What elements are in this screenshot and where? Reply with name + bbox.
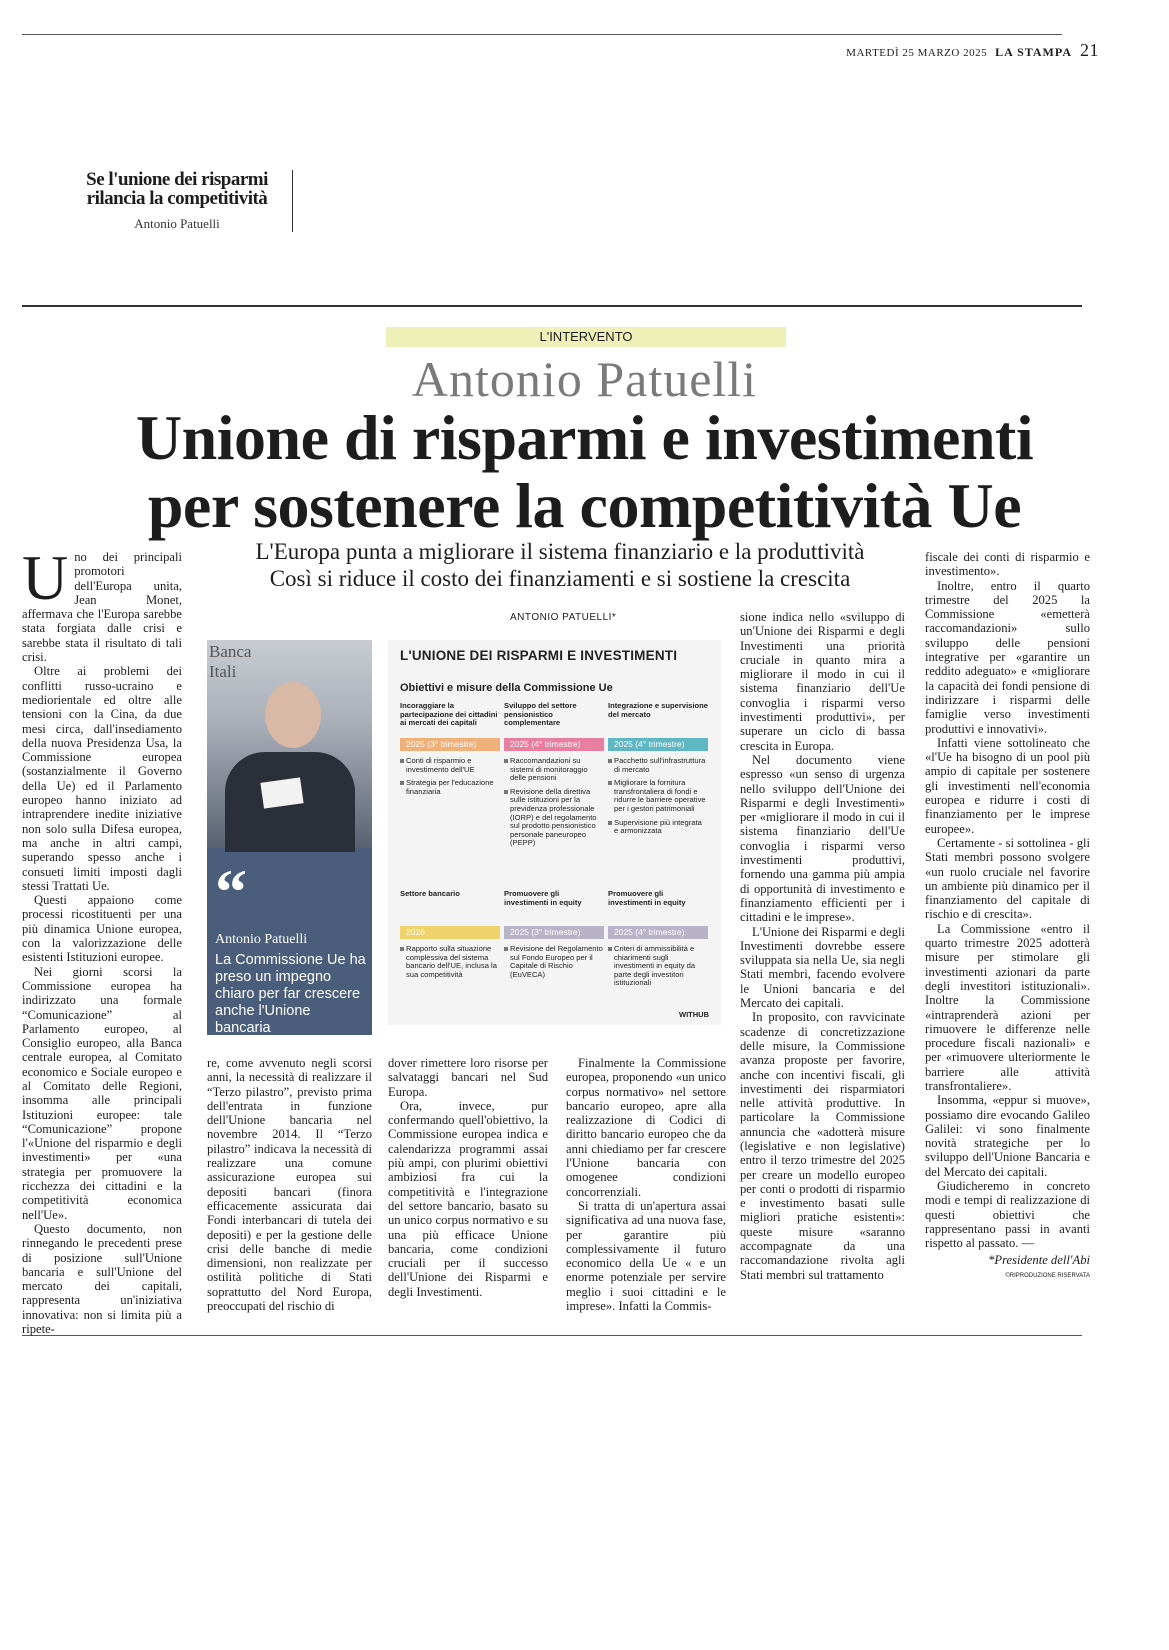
block-heading: Incoraggiare la partecipazione dei cittadini ai mercati dei capitali [400, 701, 498, 728]
photo-with-quote [207, 640, 372, 1035]
paragraph: sione indica nello «sviluppo di un'Unione dei Risparmi e degli Investimenti una priorità cruciale in quanto mira a migliorare il modo in cui il sistema finanziario dell'Ue convoglia i risparmi verso investimenti produttivi», per superare un ciclo di bassa crescita in Europa. [740, 610, 905, 753]
block-timeline-tag: 2025 (3° trimestre) [504, 926, 604, 939]
block-item: Conti di risparmio e investimento dell'UE [400, 757, 500, 774]
text-column-3 [388, 1056, 548, 1299]
paragraph: re, come avvenuto negli scorsi anni, la necessità di realizzare il “Terzo pilastro”, previsto prima dell'entrata in funzione dell'Unione bancaria nel novembre 2014. Il “Terzo pilastro” indicava la necessità di realizzare una comune assicurazione europea sui depositi bancari (finora efficacemente assicurata dai Fondi interbancari di tutela dei depositi) e per la gestione delle crisi delle banche di medie dimensioni, non realizzate per ostilità politiche di Stati soprattutto del Nord Europa, preoccupati del rischio di [207, 1056, 372, 1314]
block-item: Rapporto sulla situazione complessiva del sistema bancario dell'UE, inclusa la sua competitività [400, 945, 500, 979]
photo-background-text: Banca Itali [209, 642, 252, 681]
paragraph: Ora, invece, pur confermando quell'obiettivo, la Commissione europea indica e calendarizza programmi assai più ampi, con plurimi obiettivi ambiziosi fra cui la competitività e l'integrazione del settore bancario, basato su un unico corpus normativo e su una più efficace Unione bancaria, come condizioni cruciali per il successo dell'Unione dei Risparmi e degli Investimenti. [388, 1098, 548, 1299]
teaser-title-line2: rilancia la competitività [86, 188, 268, 209]
quote-text: La Commissione Ue ha preso un impegno chiaro per far crescere anche l'Unione bancaria [215, 952, 366, 1035]
block-item: Raccomandazioni su sistemi di monitoraggio delle pensioni [504, 757, 604, 783]
infographic [388, 640, 721, 1025]
paragraph: L'Unione dei Risparmi e degli Investimenti dovrebbe essere sviluppata sia nella Ue, sia negli Stati membri, facendo evolvere le Unioni bancaria e del Mercato dei capitali. [740, 924, 905, 1011]
drop-cap: U [22, 542, 69, 613]
paragraph: Inoltre, entro il quarto trimestre del 2025 la Commissione «emetterà raccomandazioni» sullo sviluppo delle pensioni integrative per «garantire un reddito adeguato» e «migliorare la capacità dei fondi pensione di indirizzare i risparmi delle famiglie verso investimenti produttivi e innovativi». [925, 578, 1090, 736]
section-rule [22, 305, 1082, 307]
teaser-box [72, 170, 293, 232]
block-item: Criteri di ammissibilità e chiarimenti sugli investimenti in equity da parte degli investitori istituzionali [608, 945, 708, 988]
block-item: Revisione del Regolamento sul Fondo Europeo per il Capitale di Rischio (EuVECA) [504, 945, 604, 979]
block-heading: Integrazione e supervisione del mercato [608, 701, 709, 719]
block-timeline-tag: 2026 [400, 926, 500, 939]
paragraph: Certamente - si sottolinea - gli Stati membri possono svolgere «un ruolo cruciale nel favorire un ambiente più dinamico per il finanziamento del capitale di rischio e di crescita». [925, 835, 1090, 922]
quote-author: Antonio Patuelli [215, 932, 308, 947]
masthead: LA STAMPA [995, 45, 1072, 59]
paragraph: Giudicheremo in concreto modi e tempi di realizzazione di questi obiettivi che rappresentano passi in avanti rispetto al passato. — [925, 1179, 1090, 1251]
teaser-author: Antonio Patuelli [134, 216, 220, 231]
block-heading: Sviluppo del settore pensionistico complementare [504, 701, 577, 728]
block-item: Pacchetto sull'infrastruttura di mercato [608, 757, 708, 774]
block-timeline-tag: 2025 (4° trimestre) [608, 738, 708, 751]
block-heading: Promuovere gli investimenti in equity [504, 889, 582, 907]
page-number: 21 [1080, 40, 1099, 60]
paragraph: Insomma, «eppur si muove», possiamo dire evocando Galileo Galilei: vi sono finalmente novità strategiche per lo sviluppo dell'Unione Bancaria e del Mercato dei capitali. [925, 1093, 1090, 1179]
text-column-5 [740, 610, 905, 1282]
teaser-title-line1: Se l'unione dei risparmi [86, 169, 268, 190]
paragraph: dover rimettere loro risorse per salvataggi bancari nel Sud Europa. [388, 1056, 548, 1099]
block-item: Migliorare la fornitura transfrontaliera di fondi e ridurre le barriere operative per i gestori patrimoniali [608, 779, 708, 813]
headline-line1: Unione di risparmi e investimenti [135, 402, 1034, 473]
block-item: Strategia per l'educazione finanziaria [400, 779, 500, 796]
text-column-1 [22, 542, 182, 1337]
infographic-block [400, 890, 500, 984]
paragraph: Uno dei principali promotori dell'Europa unita, Jean Monet, affermava che l'Europa sarebbe stata forgiata dalle crisi e sarebbe stata il risultato di tali crisi. [22, 542, 182, 665]
paragraph: Questi appaiono come processi ricostituenti per una più dinamica Unione europea, con la valorizzazione delle esistenti Istituzioni europee. [22, 893, 182, 965]
infographic-credit: WITHUB [679, 1010, 709, 1019]
paragraph: La Commissione «entro il quarto trimestre 2025 adotterà misure per stimolare gli investimenti azionari da parte degli investitori istituzionali». Inoltre la Commissione «intraprenderà azioni per rimuovere le differenze nelle procedure fiscali nazionali» e per «rimuovere ulteriormente le barriere alle attività transfrontaliere». [925, 921, 1090, 1093]
top-rule [22, 34, 1062, 35]
text-column-6 [925, 550, 1090, 1283]
issue-date: MARTEDÌ 25 MARZO 2025 [846, 47, 988, 59]
infographic-block [608, 890, 708, 993]
paragraph: Questo documento, non rinnegando le precedenti prese di posizione sull'Unione bancaria e sull'Unione del mercato dei capitali, rappresenta un'iniziativa innovativa: non si limita più a ripete- [22, 1221, 182, 1337]
photo [207, 640, 372, 848]
paper-sheet [260, 777, 303, 808]
infographic-block [608, 702, 708, 841]
paragraph: Si tratta di un'apertura assai significativa ad una nuova fase, per garantire più complessivamente il futuro economico della Ue « e un enorme potenziale per servire meglio i suoi cittadini e le imprese». Infatti la Commis- [566, 1198, 726, 1314]
subheadline-line2: Così si riduce il costo dei finanziamenti e si sostiene la crescita [269, 566, 851, 591]
infographic-subtitle: Obiettivi e misure della Commissione Ue [400, 682, 613, 694]
infographic-block [400, 702, 500, 801]
block-heading: Settore bancario [400, 889, 460, 898]
paragraph: Nei giorni scorsi la Commissione europea ha indirizzato una formale “Comunicazione” al Parlamento europeo, al Consiglio europeo, alla Banca centrale europea, al Comitato economico e Sociale europeo e al Comitato delle Regioni, insomma alle principali Istituzioni europee: tale “Comunicazione” propone l'«Unione del risparmio e degli investimenti» per «una strategia per promuovere la ricchezza dei cittadini e la competitività economica nell'Ue». [22, 964, 182, 1222]
byline: ANTONIO PATUELLI* [510, 612, 617, 623]
headline-line2: per sostenere la competitività Ue [147, 470, 1022, 541]
paragraph: fiscale dei conti di risparmio e investimento». [925, 550, 1090, 579]
infographic-block [504, 702, 604, 853]
block-heading: Promuovere gli investimenti in equity [608, 889, 686, 907]
person-head [265, 682, 321, 748]
quote-mark-icon: “ [215, 856, 247, 927]
infographic-title: L'UNIONE DEI RISPARMI E INVESTIMENTI [400, 648, 678, 663]
text-column-2 [207, 1056, 372, 1313]
paragraph: Infatti viene sottolineato che «l'Ue ha bisogno di un pool più ampio di capitale per sostenere gli investimenti nell'economia europea e ridurre i costi di finanziamento per le imprese europee». [925, 735, 1090, 836]
copyright: ©RIPRODUZIONE RISERVATA [1005, 1272, 1090, 1279]
paragraph: In proposito, con ravvicinate scadenze di concretizzazione delle misure, la Commissione avanza proposte per favorire, anche con incentivi fiscali, gli investimenti dei risparmiatori nelle attività produttive. In particolare la Commissione annuncia che «adotterà misure (legislative e non legislative) entro il terzo trimestre del 2025 per creare un modello europeo per conti o prodotti di risparmio e investimento basati sulle migliori pratiche esistenti»: queste misure «saranno accompagnate da una raccomandazione rivolta agli Stati membri sul trattamento [740, 1010, 905, 1282]
paragraph: Finalmente la Commissione europea, proponendo «un unico corpus normativo» nel settore bancario europeo, apre alla realizzazione di Codici di diritto bancario europeo che da anni chiediamo per far crescere l'Unione bancaria con omogenee condizioni concorrenziali. [566, 1056, 726, 1199]
block-timeline-tag: 2025 (4° trimestre) [608, 926, 708, 939]
text-column-4 [566, 1056, 726, 1313]
article-author: Antonio Patuelli [411, 351, 758, 407]
block-item: Revisione della direttiva sulle istituzioni per la previdenza professionale (IORP) e del regolamento sul prodotto pensionistico personale paneuropeo (PEPP) [504, 788, 604, 848]
page-header [846, 40, 1099, 61]
subheadline-line1: L'Europa punta a migliorare il sistema finanziario e la produttività [255, 539, 865, 564]
block-timeline-tag: 2025 (4° trimestre) [504, 738, 604, 751]
paragraph: Nel documento viene espresso «un senso di urgenza nello sviluppo dell'Unione dei Risparmi e degli Investimenti» per «migliorare il modo in cui il sistema finanziario dell'Ue convoglia i risparmi verso investimenti produttivi, fornendo una gamma più ampia di opportunità di investimento e finanziamento efficienti per i cittadini e le imprese». [740, 752, 905, 925]
paragraph: Oltre ai problemi dei conflitti russo-ucraino e mediorientale ed oltre alle tensioni con la Cina, da due mesi circa, dall'insediamento della nuova Presidenza Usa, la Commissione europea (sostanzialmente il Governo della Ue) ed il Parlamento europeo hanno iniziato ad intraprendere inedite iniziative non solo sulla Difesa europea, ma anche in altri campi, superando spesso anche i consueti limiti imposti dagli stessi Trattati Ue. [22, 664, 182, 893]
infographic-block [504, 890, 604, 984]
block-item: Supervisione più integrata e armonizzata [608, 819, 708, 836]
signature: *Presidente dell'Abi [988, 1252, 1090, 1267]
block-timeline-tag: 2025 (3° trimestre) [400, 738, 500, 751]
section-kicker: L'INTERVENTO [386, 327, 786, 347]
